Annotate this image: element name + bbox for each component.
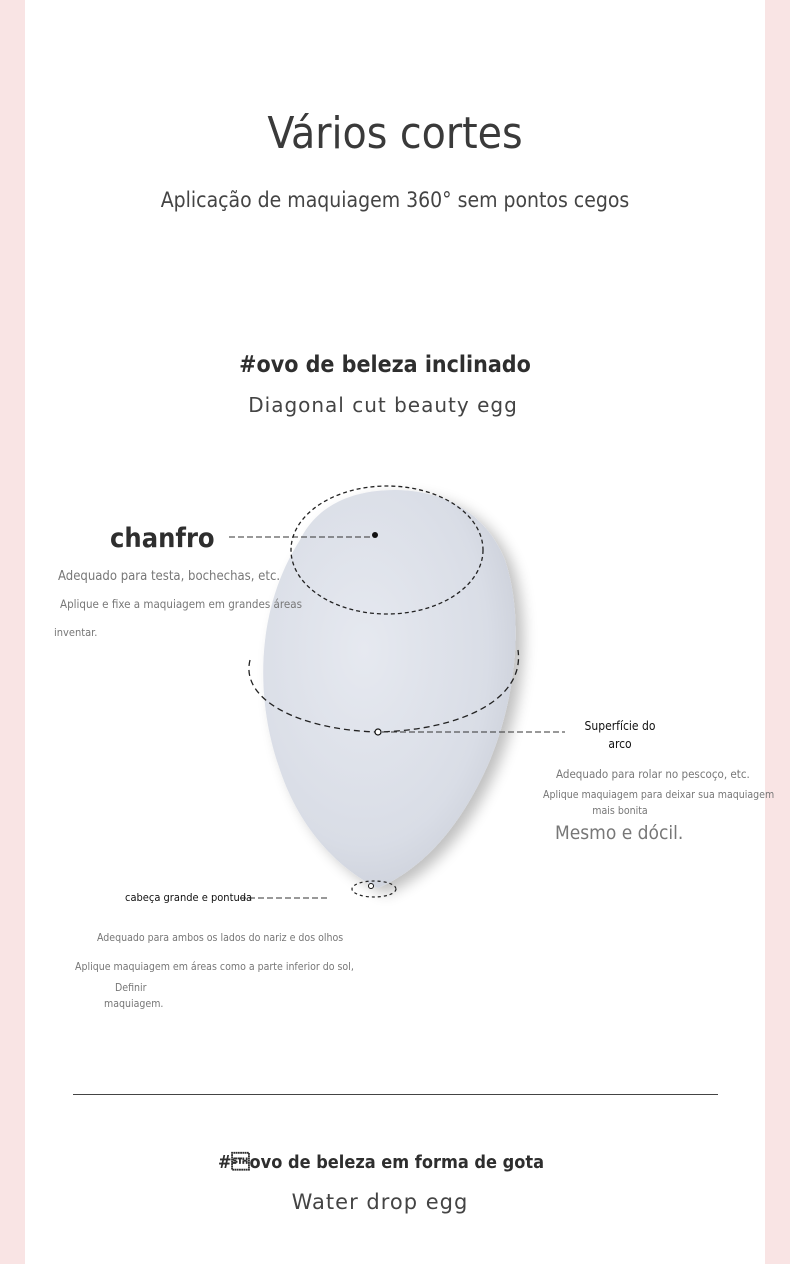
arc-label-line-2: arco	[608, 737, 632, 751]
chamfer-desc-1: Adequado para testa, bochechas, etc.	[58, 569, 281, 584]
section2-english-title: Water drop egg	[291, 1190, 469, 1214]
tip-label: cabeça grande e pontuda	[125, 891, 253, 904]
arc-desc-1: Adequado para rolar no pescoço, etc.	[556, 767, 750, 781]
tip-desc-1: Adequado para ambos os lados do nariz e dos olhos	[97, 932, 344, 944]
arc-desc-2: Aplique maquiagem para deixar sua maquiagem	[543, 789, 775, 801]
section-hashtag: #ovo de beleza inclinado	[239, 352, 531, 378]
chamfer-desc-3: inventar.	[54, 626, 98, 639]
chamfer-desc-2: Aplique e fixe a maquiagem em grandes áreas	[60, 597, 302, 611]
tip-desc-4: maquiagem.	[104, 998, 164, 1010]
page-subtitle: Aplicação de maquiagem 360° sem pontos cegos	[160, 188, 630, 212]
tip-desc-2: Aplique maquiagem em áreas como a parte inferior do sol,	[75, 961, 354, 973]
tip-desc-3: Definir	[115, 982, 147, 994]
section-divider	[73, 1094, 718, 1095]
arc-desc-4: Mesmo e dócil.	[555, 822, 684, 844]
section-english-title: Diagonal cut beauty egg	[248, 393, 518, 417]
page-title: Vários cortes	[267, 108, 523, 159]
egg-shape	[263, 490, 515, 888]
chamfer-point	[372, 532, 378, 538]
tip-point	[369, 884, 374, 889]
arc-label-line-1: Superfície do	[584, 719, 656, 733]
arc-desc-3: mais bonita	[592, 805, 648, 817]
chamfer-label: chanfro	[110, 523, 215, 554]
arc-point	[375, 729, 381, 735]
section2-hashtag: #ovo de beleza em forma de gota	[217, 1152, 544, 1173]
